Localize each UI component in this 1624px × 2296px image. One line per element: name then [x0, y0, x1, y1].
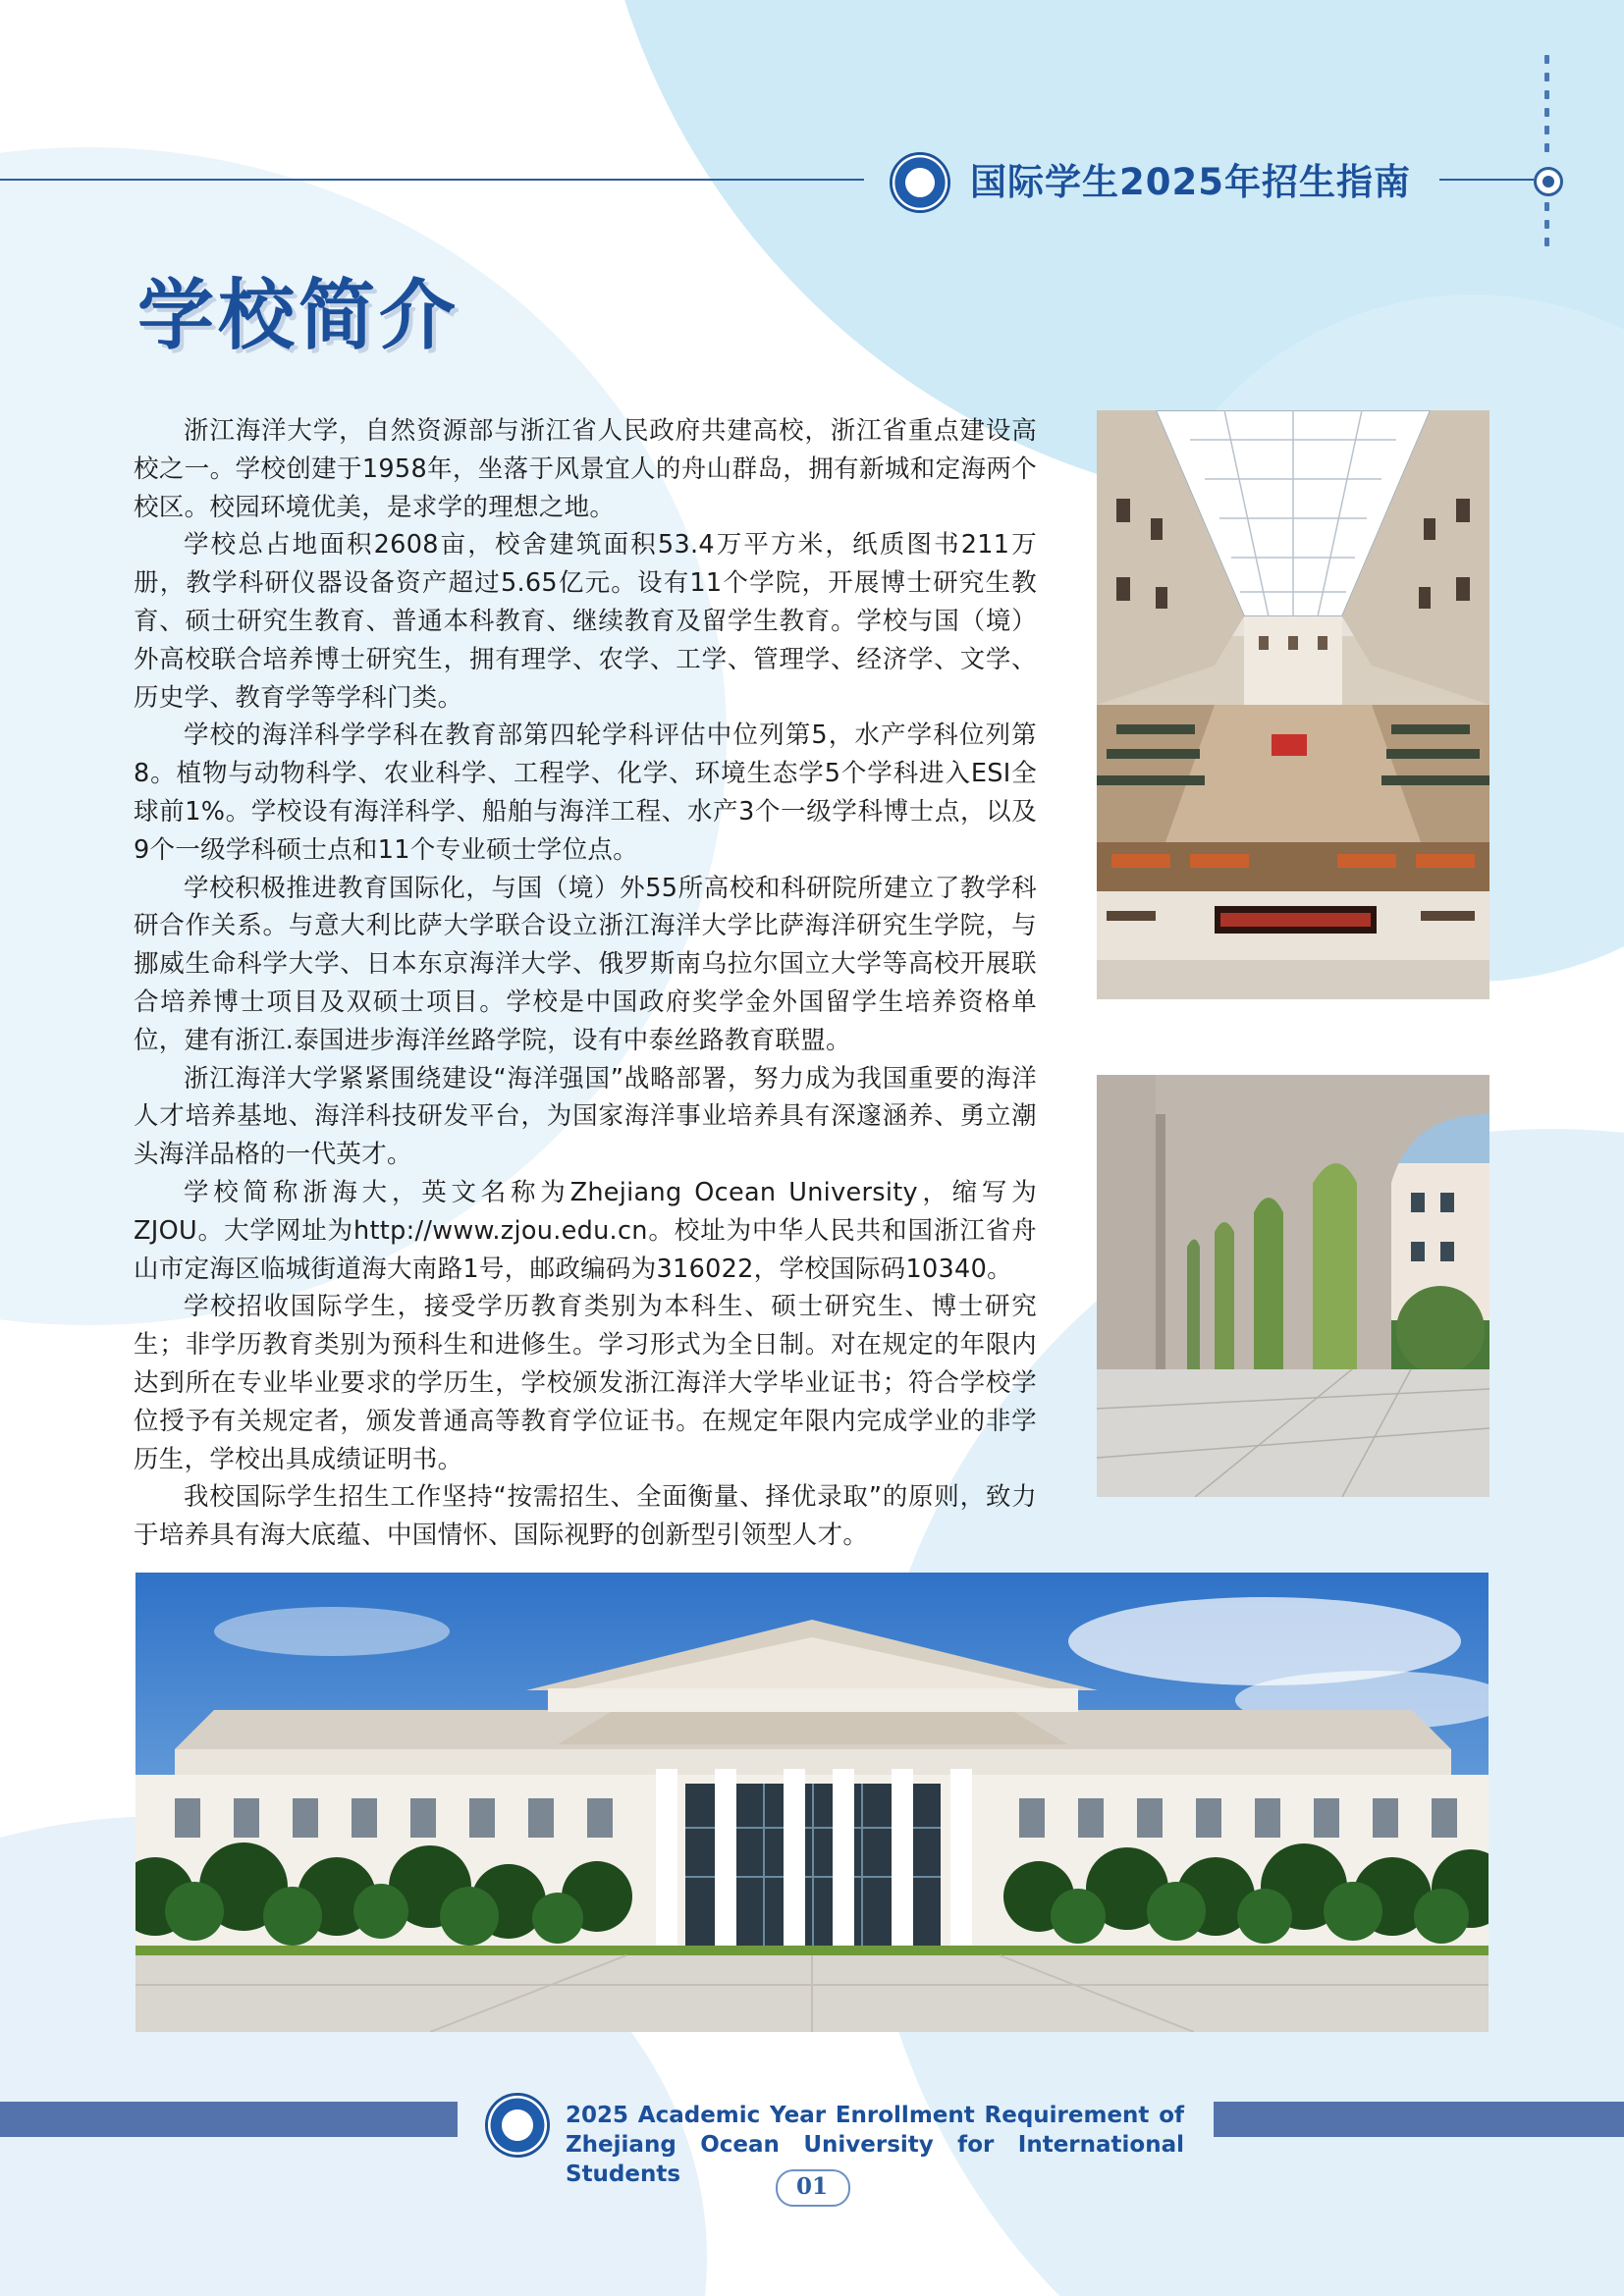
footer-line-2: Zhejiang Ocean University for International Students	[566, 2132, 1184, 2187]
header-rule-right	[1439, 179, 1534, 181]
target-dot-icon	[1534, 167, 1563, 196]
university-logo-icon	[890, 152, 950, 213]
section-title: 学校简介	[137, 271, 460, 360]
paragraph: 学校招收国际学生，接受学历教育类别为本科生、硕士研究生、博士研究生；非学历教育类别为预科生和进修生。学习形式为全日制。对在规定的年限内达到所在专业毕业要求的学历生，学校颁发浙江海洋大学毕业证书；符合学校学位授予有关规定者，颁发普通高等教育学位证书。在规定年限内完成学业的非学历生，学校出具成绩证明书。	[134, 1292, 1037, 1474]
paragraph: 学校积极推进教育国际化，与国（境）外55所高校和科研院所建立了教学科研合作关系。与意大利比萨大学联合设立浙江海洋大学比萨海洋研究生学院，与挪威生命科学大学、日本东京海洋大学、俄罗斯南乌拉尔国立大学等高校开展联合培养博士项目及双硕士项目。学校是中国政府奖学金外国留学生培养资格单位，建有浙江.泰国进步海洋丝路学院，设有中泰丝路教育联盟。	[134, 873, 1037, 1055]
header-rule-left	[0, 179, 864, 181]
paragraph: 浙江海洋大学紧紧围绕建设“海洋强国”战略部署，努力成为我国重要的海洋人才培养基地、海洋科技研发平台，为国家海洋事业培养具有深邃涵养、勇立潮头海洋品格的一代英才。	[134, 1063, 1037, 1170]
paragraph: 学校简称浙海大，英文名称为Zhejiang Ocean University，缩写为ZJOU。大学网址为http://www.zjou.edu.cn。校址为中华人民共和国浙江省舟山市定海区临城街道海大南路1号，邮政编码为316022，学校国际码10340。	[134, 1177, 1037, 1284]
campus-building-photo	[135, 1573, 1489, 2032]
library-hall-photo	[1097, 410, 1489, 999]
footer-university-logo-icon	[485, 2093, 550, 2158]
footer-line-1: 2025 Academic Year Enrollment Requirement of	[566, 2103, 1184, 2128]
paragraph: 学校总占地面积2608亩，校舍建筑面积53.4万平方米，纸质图书211万册，教学科研仪器设备资产超过5.65亿元。设有11个学院，开展博士研究生教育、硕士研究生教育、普通本科教育、继续教育及留学生教育。学校与国（境）外高校联合培养博士研究生，拥有理学、农学、工学、管理学、经济学、文学、历史学、教育学等学科门类。	[134, 530, 1037, 713]
page-number: 01	[762, 2165, 862, 2209]
footer-band-right	[1214, 2102, 1624, 2137]
paragraph: 学校的海洋科学学科在教育部第四轮学科评估中位列第5，水产学科位列第8。植物与动物科学、农业科学、工程学、化学、环境生态学5个学科进入ESI全球前1%。学校设有海洋科学、船舶与海洋工程、水产3个一级学科博士点，以及9个一级学科硕士点和11个专业硕士学位点。	[134, 721, 1037, 865]
dash-column-top	[1542, 55, 1551, 152]
paragraph: 我校国际学生招生工作坚持“按需招生、全面衡量、择优录取”的原则，致力于培养具有海大底蕴、中国情怀、国际视野的创新型引领型人才。	[134, 1482, 1037, 1551]
footer-text	[566, 2101, 1184, 2189]
footer-band-left	[0, 2102, 458, 2137]
header-title: 国际学生2025年招生指南	[970, 161, 1411, 203]
body-text	[134, 412, 1037, 1555]
dash-column-bottom	[1542, 202, 1551, 246]
paragraph: 浙江海洋大学，自然资源部与浙江省人民政府共建高校，浙江省重点建设高校之一。学校创建于1958年，坐落于风景宜人的舟山群岛，拥有新城和定海两个校区。校园环境优美，是求学的理想之地。	[134, 416, 1037, 522]
arched-corridor-photo	[1097, 1075, 1489, 1497]
